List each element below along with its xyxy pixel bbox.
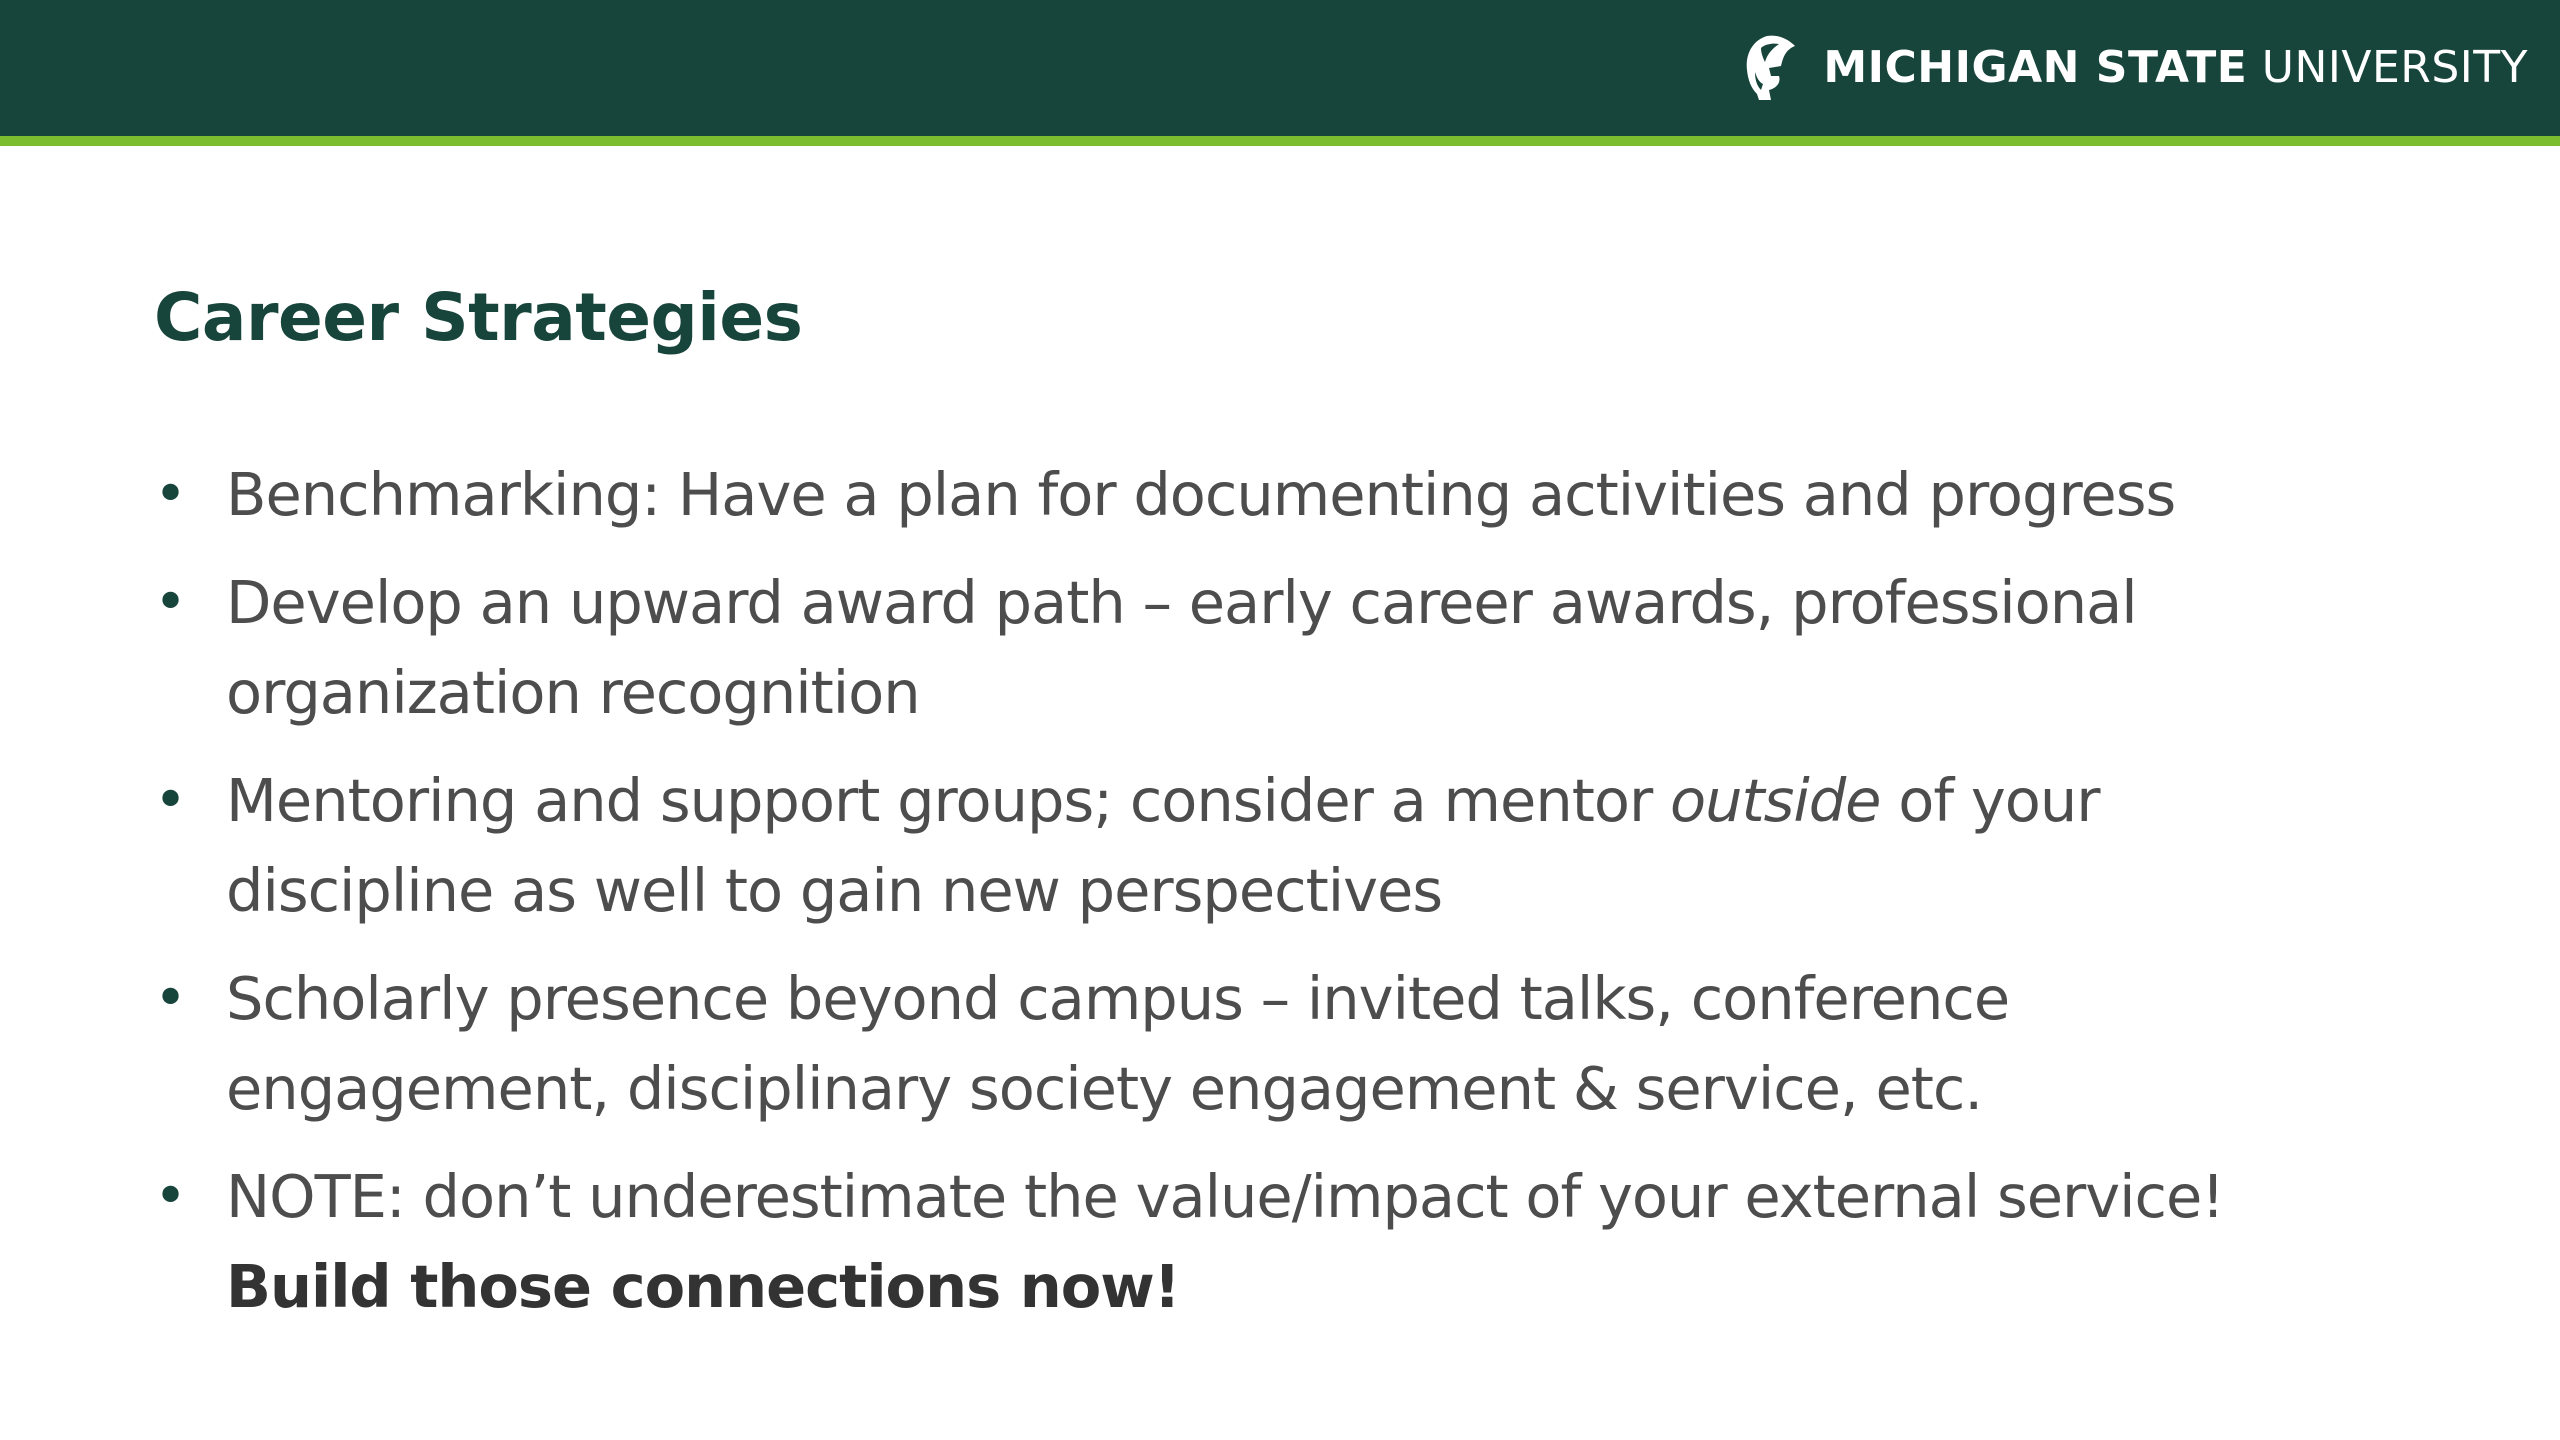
bullet-text-line2: organization recognition <box>226 658 920 727</box>
bullet-item-benchmarking <box>154 450 2454 540</box>
slide-title: Career Strategies <box>154 279 803 356</box>
spartan-helmet-icon <box>1737 32 1801 104</box>
bullet-dot: • <box>154 768 187 833</box>
brand-name-bold: MICHIGAN STATE <box>1823 42 2248 93</box>
bullet-item-award-path <box>154 558 2454 738</box>
bullet-text: NOTE: don’t underestimate the value/impact of your external service! <box>226 1162 2224 1231</box>
bullet-dot: • <box>154 462 187 527</box>
bullet-text-line1: Scholarly presence beyond campus – invited talks, conference <box>226 964 2010 1033</box>
brand-name-light: UNIVERSITY <box>2261 42 2528 93</box>
bullet-text-after: of your <box>1880 766 2100 835</box>
bullet-text: Benchmarking: Have a plan for documenting activities and progress <box>226 460 2176 529</box>
bullet-item-scholarly-presence <box>154 954 2454 1134</box>
bullet-dot: • <box>154 1164 187 1229</box>
bullet-text-bold: Build those connections now! <box>226 1252 1180 1321</box>
header-accent-stripe <box>0 136 2560 146</box>
bullet-text-line2: discipline as well to gain new perspectives <box>226 856 1443 925</box>
bullet-text-emphasis: outside <box>1669 766 1881 835</box>
university-brand <box>1737 32 2528 104</box>
bullet-dot: • <box>154 966 187 1031</box>
bullet-text-line1: Develop an upward award path – early career awards, professional <box>226 568 2137 637</box>
bullet-text-line2: engagement, disciplinary society engagement & service, etc. <box>226 1054 1983 1123</box>
bullet-text-before: Mentoring and support groups; consider a mentor <box>226 766 1670 835</box>
brand-wordmark <box>1823 42 2528 93</box>
bullet-item-mentoring <box>154 756 2454 936</box>
bullet-dot: • <box>154 570 187 635</box>
bullet-list <box>154 450 2454 1350</box>
bullet-item-note <box>154 1152 2454 1332</box>
header-bar <box>0 0 2560 136</box>
